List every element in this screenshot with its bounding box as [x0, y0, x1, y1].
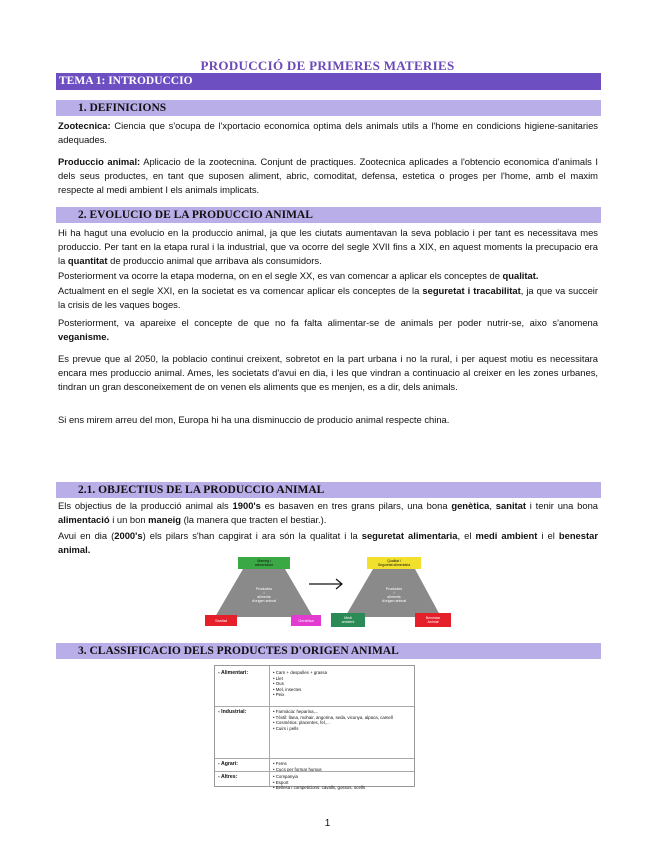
bold-run: veganisme. — [58, 331, 110, 343]
obj-paragraph-2 — [58, 529, 598, 557]
table-row — [215, 771, 414, 791]
evol-paragraph-6: Si ens mirem arreu del mon, Europa hi ha una disminuccio de producio animal respecte china. — [58, 414, 450, 425]
table-item: • Cucs per formar humus — [273, 766, 322, 772]
table-item: • Bellesa i competicions: cavalls, gossos, ocells — [273, 785, 366, 791]
table-row — [215, 706, 414, 731]
section-heading-classificacio: 3. CLASSIFICACIO DELS PRODUCTES D'ORIGEN ANIMAL — [56, 643, 601, 659]
bold-run: medi ambient — [475, 530, 538, 541]
table-item: • Cosmètica: placentes, fel,... — [273, 720, 330, 726]
label-qualitat: Qualitat i Seguretat alimentària — [377, 559, 411, 567]
document-title: PRODUCCIÓ DE PRIMERES MATERIES — [200, 58, 455, 73]
label-center-right: Productes i aliments d'origen animal — [381, 587, 407, 603]
bold-run: quantitat — [67, 255, 108, 267]
table-item: • Cuirs i pells — [273, 725, 299, 731]
bold-run: 1900's — [232, 500, 261, 511]
bold-run: seguretat i tracabilitat — [422, 285, 521, 296]
def-produccio-text: Aplicacio de la zootecnina. Conjunt de practiques. Zootecnica aplicades a l'obtencio economica d'animals I dels seus productes, en tant que suposen aliment, abric, comoditat, defensa, estetica o proges per l'home, amb el maxim respecte al medi ambient I els animals implicats. — [58, 156, 598, 196]
bold-run: sanitat — [495, 500, 527, 511]
label-genetica: Genètica — [298, 619, 314, 623]
evol-paragraph-2 — [58, 269, 598, 283]
text-run: ) els pilars s'han capgirat i ara són la qualitat i la — [142, 530, 362, 541]
text-run: , ja que va succeir la crisis de les vaques boges. — [58, 285, 598, 311]
text-run: Hi ha hagut una evolucio en la produccio animal, ja que les ciutats aumentavan la seva poblacio i per tant es necessitava mes produccio. Per tant en la etapa rural i la industrial, que va ocorre del segle XVII fins a XIX, en aquest moments la precupacio era la — [58, 227, 598, 267]
table-item: • Farmàcia: heparina,... — [273, 709, 319, 714]
table-item: • Ous — [273, 681, 284, 687]
text-run: , — [489, 500, 496, 511]
page-number: 1 — [324, 818, 331, 829]
section-heading-definicions: 1. DEFINICIONS — [56, 100, 601, 116]
tema-heading: TEMA 1: INTRODUCCIO — [56, 73, 601, 90]
text-run: Els objectius de la producció animal als — [58, 500, 233, 511]
evol-paragraph-5: Es prevue que al 2050, la poblacio continui creixent, sobretot en la part urbana i no la rural, i per aquest motiu es necessitara encara mes produccio animal. Ames, les societats d'avui en dia, i les que vindran a continuacio al creixer en les zones urbanes, tindran un gran desconeixement de on venen els aliments que es menjen, es a dir, dels animals. — [58, 353, 598, 393]
table-item: • Fems — [273, 761, 287, 766]
def-produccio — [58, 155, 598, 198]
text-run: i un bon — [109, 514, 149, 526]
evol-paragraph-1 — [58, 226, 598, 269]
table-item: • Carn + despulles + grassa — [273, 670, 328, 675]
table-category: - Alimentari: — [218, 670, 249, 676]
table-items — [273, 670, 411, 698]
products-table — [214, 665, 415, 791]
table-item: • Llet — [273, 675, 283, 681]
term-zootecnica: Zootecnica: — [58, 120, 111, 131]
arrow-icon — [309, 579, 342, 589]
bold-run: maneig — [148, 514, 181, 526]
table-row — [215, 758, 414, 772]
term-produccio: Produccio animal: — [58, 156, 141, 167]
label-center-left: Productes i aliments d'origen animal — [251, 587, 277, 603]
text-run: Posteriorment, va apareixe el concepte de que no fa falta alimentar-se de animals per poder nutrir-se, aixo s'anomena — [58, 317, 598, 328]
text-run: Posteriorment va ocorre la etapa moderna, on en el segle XX, es van comencar a aplicar els conceptes de — [58, 270, 503, 281]
text-run: Avui en dia ( — [58, 530, 115, 541]
text-run: , el — [457, 530, 476, 541]
section-heading-evolucio: 2. EVOLUCIO DE LA PRODUCCIO ANIMAL — [56, 207, 601, 223]
bold-run: 2000's — [114, 530, 143, 541]
diagram-new-pillars — [331, 557, 451, 627]
bold-run: genètica — [451, 500, 490, 511]
label-maneig: Maneig i alimentació — [254, 559, 274, 567]
pillars-diagram — [205, 557, 453, 629]
evol-paragraph-4 — [58, 316, 598, 344]
table-item: • Peix — [273, 692, 285, 698]
label-benestar: Benestar Animal — [425, 616, 441, 624]
bold-run: seguretat alimentaria — [361, 530, 458, 541]
table-item: • Companyia — [273, 774, 298, 779]
evol-paragraph-3 — [58, 284, 598, 312]
text-run: es basaven en tres grans pilars, una bona — [260, 500, 452, 511]
bold-run: qualitat. — [502, 270, 539, 281]
label-medi-ambient: Medi ambient — [341, 616, 355, 624]
text-run: de produccio animal que arribava als consumidors. — [107, 255, 322, 267]
table-category: - Industrial: — [218, 709, 247, 715]
bold-run: benestar animal. — [58, 530, 598, 556]
table-item: • Mel, insectes — [273, 686, 302, 692]
diagram-old-pillars — [205, 557, 321, 626]
table-divider — [269, 666, 270, 786]
def-zootecnica-text: Ciencia que s'ocupa de l'xportacio economica optima dels animals utils a l'home en condicions higiene-sanitaries adequades. — [58, 120, 598, 146]
def-zootecnica — [58, 119, 598, 147]
table-category: - Agrari: — [218, 761, 238, 767]
table-items — [273, 774, 411, 791]
table-item: • Tèxtil: llana, mohair, angorina, seda, vicunya, alpaca, camell — [273, 714, 393, 720]
text-run: i tenir una bona — [526, 500, 598, 511]
section-heading-objectius: 2.1. OBJECTIUS DE LA PRODUCCIO ANIMAL — [56, 482, 601, 498]
bold-run: alimentació — [58, 514, 110, 526]
text-run: Actualment en el segle XXI, en la societat es va comencar aplicar els conceptes de la — [58, 285, 423, 296]
table-item: • Esport — [273, 779, 289, 785]
obj-paragraph-1 — [58, 499, 598, 527]
text-run: (la manera que tracten el bestiar.). — [181, 514, 327, 526]
text-run: i el — [537, 530, 559, 541]
table-items — [273, 709, 411, 731]
label-sanitat: Sanitat — [215, 619, 227, 623]
table-category: - Altres: — [218, 774, 238, 780]
